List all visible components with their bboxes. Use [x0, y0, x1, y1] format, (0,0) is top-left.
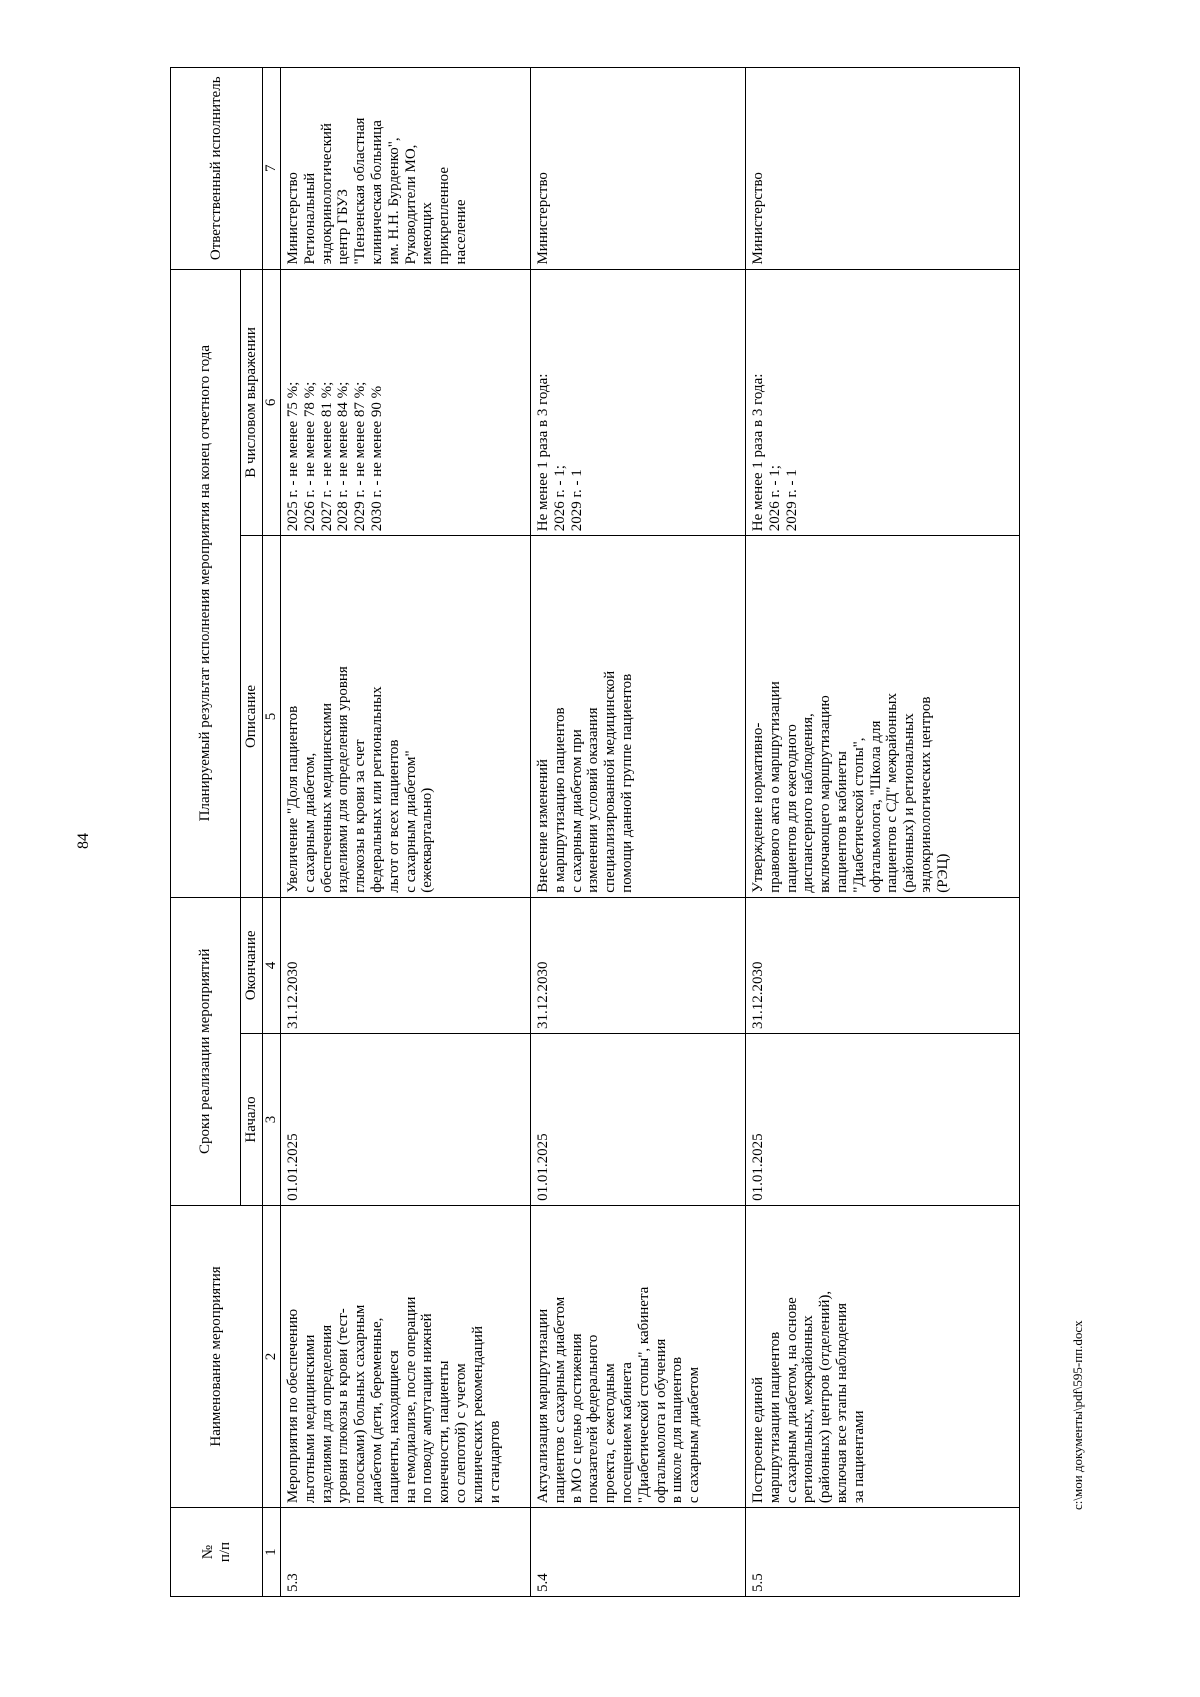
- column-number: 4: [263, 897, 281, 1033]
- row-name: Мероприятия по обеспечению льготными медицинскими изделиями для определения уровня глюкозы в крови (тест- полосками) больных сахарным диабетом (дети, беременные, пациенты, находящиеся на гемодиализе, после операции по поводу ампутации нижней конечности, пациенты со слепотой) с учетом клинических рекомендаций и стандартов: [281, 1205, 531, 1507]
- row-name: Построение единой маршрутизации пациентов с сахарным диабетом, на основе региональных, межрайонных (районных) центров (отделений), включая все этапы наблюдения за пациентами: [746, 1205, 1020, 1507]
- column-number: 3: [263, 1034, 281, 1206]
- measures-table-wrapper: [170, 67, 1020, 1597]
- column-number: 1: [263, 1508, 281, 1597]
- header-responsible: Ответственный исполнитель: [171, 68, 263, 270]
- header-row-1: [171, 68, 241, 1597]
- row-description: Утверждение нормативно- правового акта о маршрутизации пациентов для ежегодного диспансерного наблюдения, включающего маршрутизацию пациентов в кабинеты "Диабетической стопы", офтальмолога, "Школа для пациентов с СД" межрайонных (районных) и региональных эндокринологических центров (РЭЦ): [746, 536, 1020, 898]
- row-num: 5.3: [281, 1508, 531, 1597]
- row-numeric: 2025 г. - не менее 75 %; 2026 г. - не менее 78 %; 2027 г. - не менее 81 %; 2028 г. - не менее 84 %; 2029 г. - не менее 87 %; 2030 г. - не менее 90 %: [281, 269, 531, 536]
- header-end: Окончание: [241, 897, 263, 1033]
- header-numeric: В числовом выражении: [241, 269, 263, 536]
- header-result: Планируемый результат исполнения мероприятия на конец отчетного года: [171, 269, 241, 897]
- row-description: Внесение изменений в маршрутизацию пациентов с сахарным диабетом при изменении условий оказания специализированной медицинской помощи данной группе пациентов: [531, 536, 746, 898]
- table-row: [281, 68, 531, 1597]
- measures-table: [170, 67, 1020, 1597]
- row-numeric: Не менее 1 раза в 3 года: 2026 г. - 1; 2029 г. - 1: [531, 269, 746, 536]
- header-terms: Сроки реализации мероприятий: [171, 897, 241, 1205]
- row-num: 5.4: [531, 1508, 746, 1597]
- column-number: 2: [263, 1205, 281, 1507]
- header-description: Описание: [241, 536, 263, 898]
- row-responsible: Министерство: [746, 68, 1020, 270]
- row-numeric: Не менее 1 раза в 3 года: 2026 г. - 1; 2029 г. - 1: [746, 269, 1020, 536]
- column-number: 7: [263, 68, 281, 270]
- row-responsible: Министерство Региональный эндокринологический центр ГБУЗ "Пензенская областная клиническая больница им. Н.Н. Бурденко", Руководители МО, имеющих прикрепленное население: [281, 68, 531, 270]
- header-num: № п/п: [171, 1508, 263, 1597]
- table-row: [746, 68, 1020, 1597]
- row-end: 31.12.2030: [746, 897, 1020, 1033]
- column-number: 5: [263, 536, 281, 898]
- page-number: 84: [75, 833, 92, 849]
- table-row: [531, 68, 746, 1597]
- row-start: 01.01.2025: [531, 1034, 746, 1206]
- column-number: 6: [263, 269, 281, 536]
- column-number-row: [263, 68, 281, 1597]
- header-name: Наименование мероприятия: [171, 1205, 263, 1507]
- row-responsible: Министерство: [531, 68, 746, 270]
- row-description: Увеличение "Доля пациентов с сахарным диабетом, обеспеченных медицинскими изделиями для определения уровня глюкозы в крови за счет федеральных или региональных льгот от всех пациентов с сахарным диабетом" (ежеквартально): [281, 536, 531, 898]
- row-end: 31.12.2030: [281, 897, 531, 1033]
- footer-file-path-text: c:\мои документы\pdf\595-пп.docx: [1070, 1320, 1085, 1510]
- row-start: 01.01.2025: [746, 1034, 1020, 1206]
- row-end: 31.12.2030: [531, 897, 746, 1033]
- header-start: Начало: [241, 1034, 263, 1206]
- row-num: 5.5: [746, 1508, 1020, 1597]
- row-start: 01.01.2025: [281, 1034, 531, 1206]
- row-name: Актуализация маршрутизации пациентов с сахарным диабетом в МО с целью достижения показателей федерального проекта, с ежегодным посещением кабинета "Диабетической стопы", кабинета офтальмолога и обучения в школе для пациентов с сахарным диабетом: [531, 1205, 746, 1507]
